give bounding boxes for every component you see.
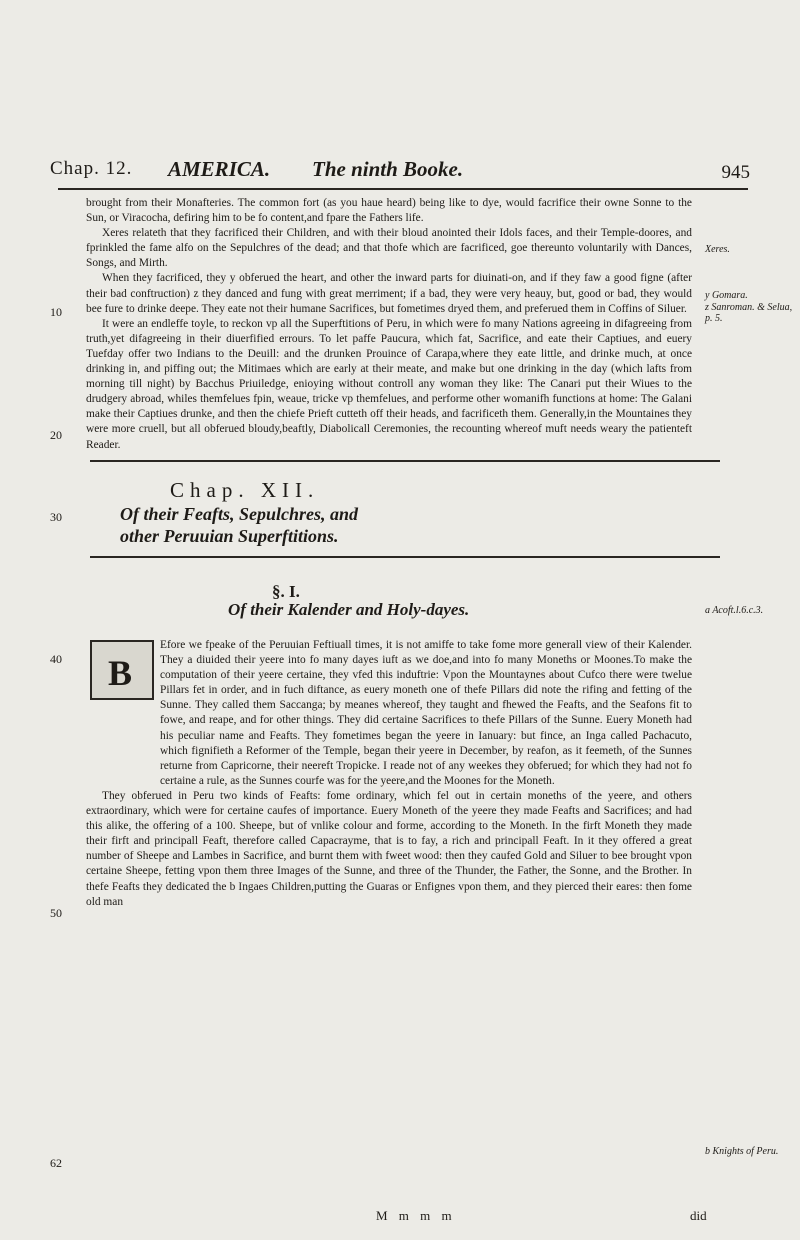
signature-mark: M m m m [376,1208,456,1223]
header-rule [58,188,748,190]
chapter-subtitle: Of their Feafts, Sepulchres, and other Peruuian Superftitions. [120,504,359,546]
page-number: 945 [721,162,750,183]
paragraph: Xeres relateth that they facrificed their Children, and with their bloud anointed their Idols faces, and their Temple-doores, and fprinkled the fame alfo on the Sepulchres of the dead; and that thofe which are facrificed, goe thereunto voluntarily with Dances, Songs, and Mirth. [86,227,692,270]
header-title: AMERICA. [168,157,271,181]
paragraph: It were an endleffe toyle, to reckon vp all the Superftitions of Peru, in which were fo many Nations agreeing in difagreeing from truth,yet difagreeing in their diuerfified errours. To let paffe Paucura, which fat, Sacrifice, and eate their Captiues, and euery Tuefday offer two Indians to the Deuill: and the drunken Prouince of Carapa,where they eate little, and drinke much, at once drinking in, and piffing out; the Mitimaes which are early at their meate, and make but one drinking in the day (which lafts from morning till night) by Bacchus Priuiledge, enioying without controll any woman they like: The Canari put their Wiues to the drudgery abroad, whiles themfelues fpin, weaue, tricke vp themfelues, and performe other womanifh functions at home: The Galani make their Captiues drunke, and then the chiefe Prieft cutteth off their heads, and facrificeth them. Generally,in the Mountaines they were more cruell, but all obferued bloudy,beaftly, Diabolicall Ceremonies, the recounting whereof muft needs weary the patienteft Reader. [86,317,692,451]
section-number: §. I. [272,582,300,601]
running-header [50,158,750,188]
paragraph: brought from their Monafteries. The common fort (as you haue heard) being like to dye, would facrifice their owne Sonne to the Sun, or Viracocha, defiring him to be fo content,and fpare the Fathers life. [86,197,692,225]
section-rule [90,460,720,462]
marginal-note: b Knights of Peru. [705,1146,779,1157]
header-book: The ninth Booke. [312,157,464,181]
body-text-top [86,196,692,453]
catchword: did [690,1208,707,1223]
paragraph: When they facrificed, they y obferued the heart, and other the inward parts for diuinati-on, and if they faw a good figne (after their bad conftruction) z they danced and fung with great merriment; if a bad, they were very heauy, but, good or bad, they would bee fure to drinke deepe. They eate not their humane Sacrifices, but fometimes dryed them, and preferued them in Coffins of Siluer. [86,272,692,315]
section-rule [90,556,720,558]
line-number: 10 [50,305,62,319]
header-chapter: Chap. 12. [50,158,133,179]
paragraph: Efore we fpeake of the Peruuian Feftiuall times, it is not amiffe to take fome more generall view of their Kalender. They a diuided their yeere into fo many dayes iuft as we doe,and into fo many Moneths or Moones.To make the computation of their yeere certaine, they vfed this induftrie: Vpon the Mountaynes about Cufco there were twelue Pillars fet in order, and in fuch diftance, as euery moneth one of thefe Pillars did note the rifing and fetting of the Sunne. They called them Saccanga; by meanes whereof, they taught and fhewed the Feafts, and the Seafons fit to fowe, and reape, and for other things. They did certaine Sacrifices to thefe Pillars of the Sunne. Euery Moneth had his peculiar name and Feafts. They fometimes began the yeere in Ianuary: but fince, an Inga called Pachacuto, which fignifieth a Reformer of the Temple, began their yeere in December, by reafon, as it feemeth, of the Sunnes returne from Capricorne, their neereft Tropicke. I reade not of any weekes they obferued; for which they had not fo certaine a rule, as the Sunnes courfe was for the yeere,and the Moones for the Moneth. [160,639,692,787]
marginal-note: a Acoft.l.6.c.3. [705,605,764,616]
marginal-note: z Sanroman. & Selua, p. 5. [705,302,793,324]
marginal-note: Xeres. [705,244,730,255]
paragraph: They obferued in Peru two kinds of Feafts: fome ordinary, which fel out in certain moneths of the yeere, and others extraordinary, which were for certaine caufes of importance. Euery Moneth of the yeere they made Feafts and Sacrifices; and had this alike, the offering of a 100. Sheepe, but of vnlike colour and forme, according to the Moneth. In the firft Moneth they made their firft and principall Feaft, therefore called Capacrayme, that is to fay, a rich and principall Feaft. In it they offered a great number of Sheepe and Lambes in Sacrifice, and burnt them with fweet wood: then they caufed Gold and Siluer to bee brought vpon certaine Sheepe, fetting vpon them three Images of the Sunne, and three of the Thunder, the Father, the Sonne, and the Brother. In thefe Feafts they dedicated the b Ingaes Children,putting the Guaras or Enfignes vpon them, and they pierced their eares: then fome old man [86,789,692,908]
line-number: 50 [50,906,62,920]
chapter-heading: Chap. XII. [170,478,320,502]
section-title: Of their Kalender and Holy-dayes. [228,600,470,619]
line-number: 40 [50,652,62,666]
marginal-note: y Gomara. [705,290,748,301]
body-text-main [86,638,692,910]
initial-letter: B [108,653,133,693]
line-number: 30 [50,510,62,524]
line-number: 62 [50,1156,62,1170]
line-number: 20 [50,428,62,442]
